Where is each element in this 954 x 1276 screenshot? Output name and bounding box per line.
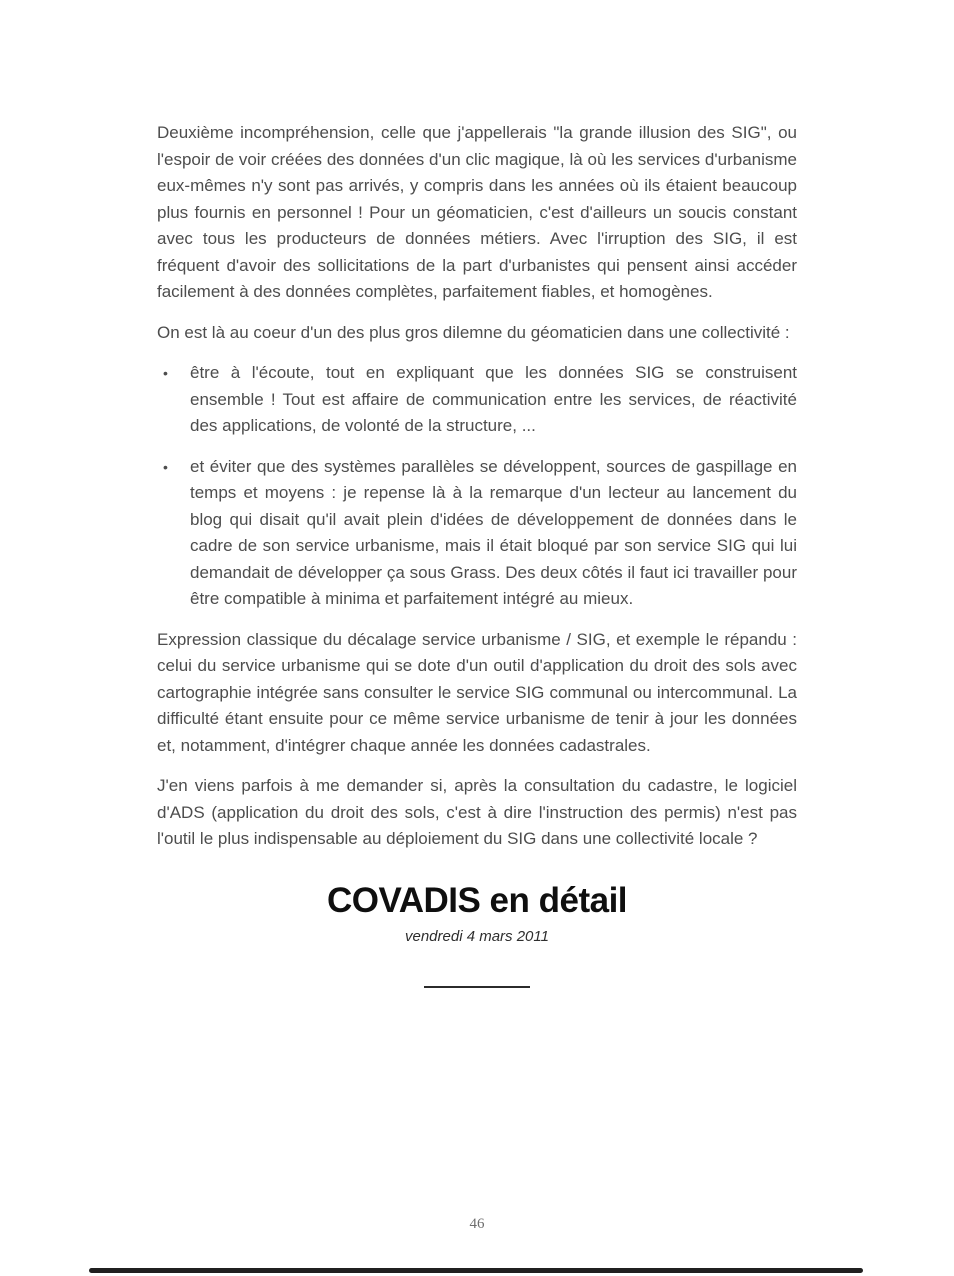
paragraph-3: Expression classique du décalage service urbanisme / SIG, et exemple le répandu : celui du service urbanisme qui se dote d'un outil d'application du droit des sols avec cartographie intégrée sans consulter le service SIG communal ou intercommunal. La difficulté étant ensuite pour ce même service urbanisme de tenir à jour les données et, notamment, d'intégrer chaque année les données cadastrales.: [157, 629, 797, 755]
bullet-text-1: être à l'écoute, tout en expliquant que les données SIG se construisent ensemble ! Tout est affaire de communication entre les services, de réactivité des applications, de volonté de la structure, ...: [190, 363, 797, 435]
bullet-icon: •: [163, 458, 168, 475]
bullet-list: [157, 360, 797, 613]
bullet-item-1: [157, 360, 797, 440]
paragraph-1: Deuxième incompréhension, celle que j'appellerais "la grande illusion des SIG", ou l'espoir de voir créées des données d'un clic magique, là où les services d'urbanisme eux-mêmes n'y sont pas arrivés, y compris dans les années où ils étaient beaucoup plus fournis en personnel ! Pour un géomaticien, c'est d'ailleurs un soucis constant avec tous les producteurs de données métiers. Avec l'irruption des SIG, il est fréquent d'avoir des sollicitations de la part d'urbanistes qui pensent ainsi accéder facilement à des données complètes, parfaitement fiables, et homogènes.: [157, 123, 797, 301]
section-title: COVADIS en détail: [326, 880, 628, 920]
page-content: [157, 0, 797, 988]
section-date: vendredi 4 mars 2011: [405, 927, 549, 945]
bullet-text-2: et éviter que des systèmes parallèles se développent, sources de gaspillage en temps et moyens : je repense là à la remarque d'un lecteur au lancement du blog qui disait qu'il avait plein d'idées de développement de données dans le cadre de son service urbanisme, mais il était bloqué par son service SIG qui lui demandait de développer ça sous Grass. Des deux côtés il faut ici travailler pour être compatible à minima et parfaitement intégré au mieux.: [190, 456, 797, 608]
bullet-icon: •: [163, 365, 168, 381]
bullet-item-2: [157, 454, 797, 613]
section-divider: [424, 986, 530, 988]
paragraph-2: On est là au coeur d'un des plus gros dilemne du géomaticien dans une collectivité :: [157, 322, 790, 342]
bottom-bar: [89, 1268, 863, 1273]
page-number: 46: [469, 1216, 485, 1232]
paragraph-4: J'en viens parfois à me demander si, après la consultation du cadastre, le logiciel d'ADS (application du droit des sols, c'est à dire l'instruction des permis) n'est pas l'outil le plus indispensable au déploiement du SIG dans une collectivité locale ?: [157, 776, 797, 848]
